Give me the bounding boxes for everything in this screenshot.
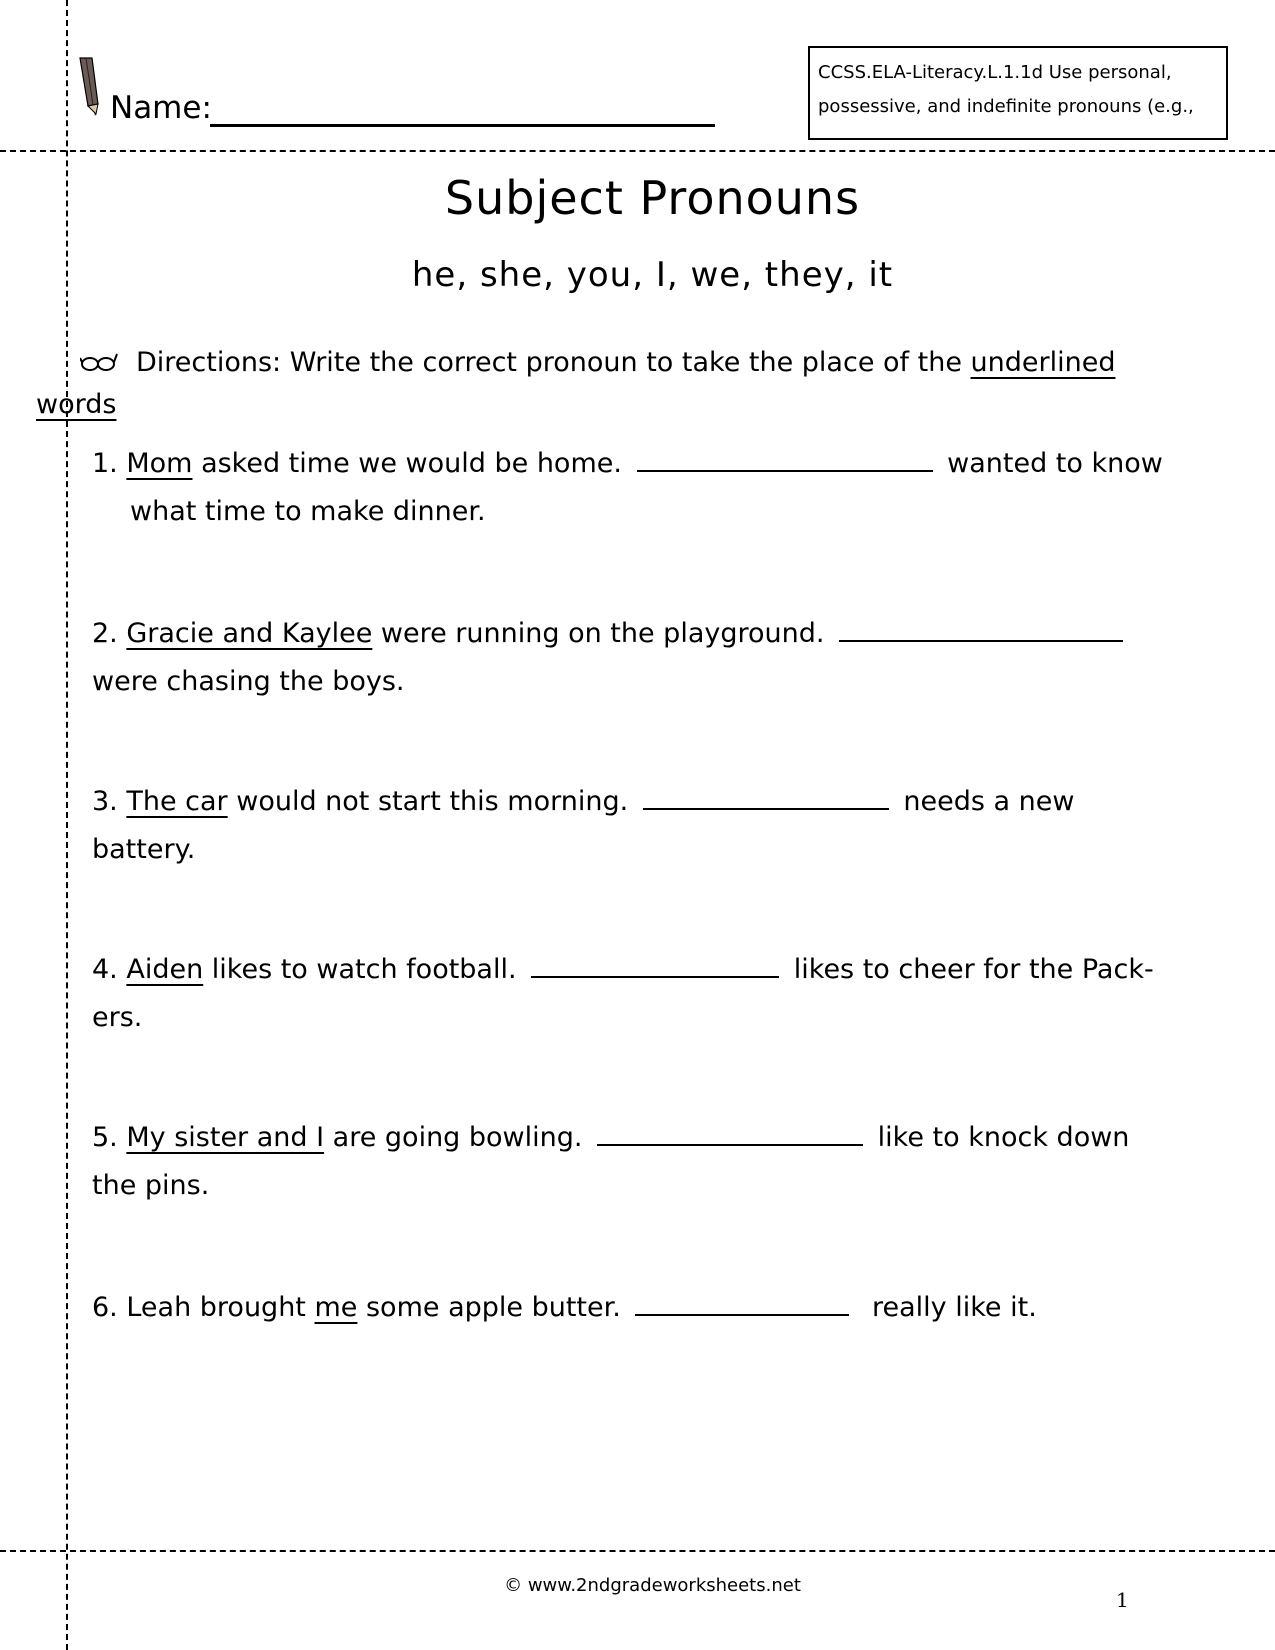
name-input-line[interactable] <box>210 124 715 127</box>
question-underlined-words: The car <box>126 786 228 817</box>
question-4 <box>92 946 1154 994</box>
answer-blank[interactable] <box>597 1114 863 1146</box>
footer-divider-line <box>0 1550 1275 1552</box>
question-number: 3. <box>92 786 118 817</box>
question-number: 6. <box>92 1292 118 1323</box>
question-text: some apple butter. <box>357 1292 621 1323</box>
directions-underlined-word-2: words <box>36 389 117 420</box>
answer-blank[interactable] <box>637 440 933 472</box>
question-5 <box>92 1114 1129 1162</box>
page-title: Subject Pronouns <box>444 171 861 225</box>
question-5-line-2: the pins. <box>92 1170 210 1201</box>
standard-text-line-2: possessive, and indefinite pronouns (e.g., <box>818 96 1194 117</box>
question-number: 5. <box>92 1122 118 1153</box>
question-text-after-blank: like to knock down <box>877 1122 1130 1153</box>
question-1-line-2: what time to make dinner. <box>130 496 486 527</box>
standard-text-line-1: CCSS.ELA-Literacy.L.1.1d Use personal, <box>818 62 1172 83</box>
question-text-after-blank: needs a new <box>903 786 1075 817</box>
question-underlined-words: Gracie and Kaylee <box>126 618 373 649</box>
question-number: 1. <box>92 448 118 479</box>
question-text-after-blank: likes to cheer for the Pack- <box>793 954 1154 985</box>
question-1 <box>92 440 1163 488</box>
question-number: 4. <box>92 954 118 985</box>
question-text: asked time we would be home. <box>192 448 622 479</box>
question-underlined-words: My sister and I <box>126 1122 325 1153</box>
question-text-prefix: Leah brought <box>126 1292 315 1323</box>
footer-copyright: © www.2ndgradeworksheets.net <box>504 1575 801 1596</box>
question-2 <box>92 610 1129 658</box>
question-number: 2. <box>92 618 118 649</box>
pencil-icon <box>76 56 106 122</box>
question-underlined-words: Aiden <box>126 954 204 985</box>
question-text: were running on the playground. <box>372 618 825 649</box>
name-label: Name: <box>110 90 212 126</box>
answer-blank[interactable] <box>635 1284 849 1316</box>
answer-blank[interactable] <box>531 946 779 978</box>
standard-box <box>808 46 1228 140</box>
question-text: likes to watch football. <box>203 954 517 985</box>
question-6 <box>92 1284 1037 1332</box>
question-4-line-2: ers. <box>92 1002 143 1033</box>
question-3 <box>92 778 1074 826</box>
question-text: are going bowling. <box>324 1122 583 1153</box>
answer-blank[interactable] <box>839 610 1123 642</box>
directions-underlined-word: underlined <box>970 347 1116 378</box>
question-2-line-2: were chasing the boys. <box>92 666 405 697</box>
page-number: 1 <box>1116 1588 1129 1612</box>
answer-blank[interactable] <box>643 778 889 810</box>
question-3-line-2: battery. <box>92 834 196 865</box>
question-underlined-words: me <box>314 1292 358 1323</box>
question-text-after-blank: wanted to know <box>947 448 1163 479</box>
question-text: would not start this morning. <box>227 786 629 817</box>
pronoun-list: he, she, you, I, we, they, it <box>411 255 894 295</box>
left-border-line <box>66 0 68 1650</box>
question-text-after-blank: really like it. <box>872 1292 1037 1323</box>
header-divider-line <box>0 150 1275 152</box>
directions-text: Directions: Write the correct pronoun to take the place of the <box>136 347 971 378</box>
directions <box>36 342 1206 426</box>
question-underlined-words: Mom <box>126 448 193 479</box>
